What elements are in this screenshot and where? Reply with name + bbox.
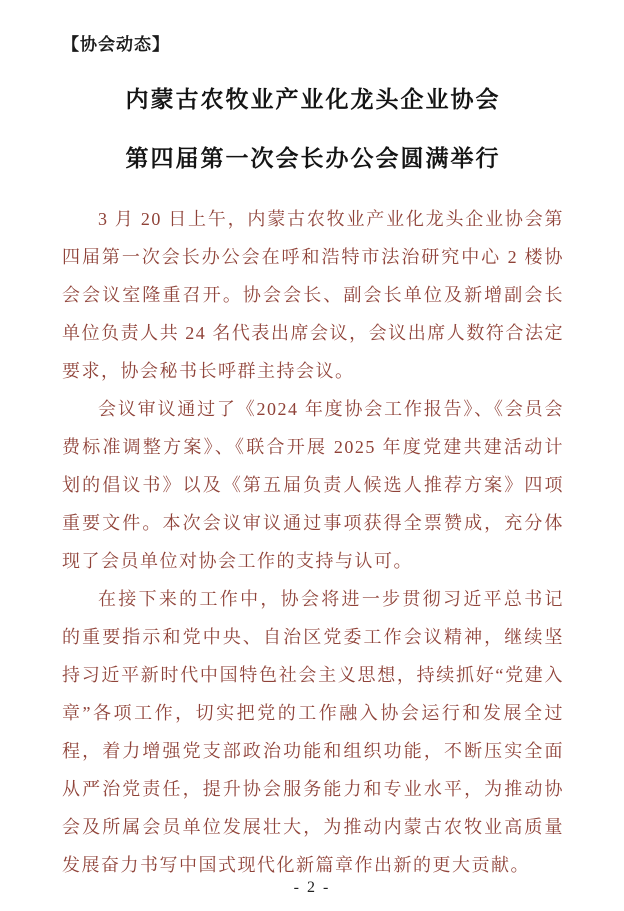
document-title-line-1: 内蒙古农牧业产业化龙头企业协会 [125, 86, 501, 112]
paragraph-3: 在接下来的工作中，协会将进一步贯彻习近平总书记的重要指示和党中央、自治区党委工作会议精神，继续坚持习近平新时代中国特色社会主义思想，持续抓好“党建入章”各项工作，切实把党的工作融入协会运行和发展全过程，着力增强党支部政治功能和组织功能，不断压实全面从严治党责任，提升协会服务能力和专业水平，为推动协会及所属会员单位发展壮大，为推动内蒙古农牧业高质量发展奋力书写中国式现代化新篇章作出新的更大贡献。 [62, 589, 564, 875]
section-tag: 【协会动态】 [62, 35, 170, 54]
paragraph-1: 3 月 20 日上午，内蒙古农牧业产业化龙头企业协会第四届第一次会长办公会在呼和浩特市法治研究中心 2 楼协会会议室隆重召开。协会会长、副会长单位及新增副会长单位负责人共 24 名代表出席会议，会议出席人数符合法定要求，协会秘书长呼群主持会议。 [62, 209, 564, 381]
page-number: - 2 - [293, 879, 331, 896]
paragraph-2: 会议审议通过了《2024 年度协会工作报告》、《会员会费标准调整方案》、《联合开展 2025 年度党建共建活动计划的倡议书》以及《第五届负责人候选人推荐方案》四项重要文件。本次会议审议通过事项获得全票赞成，充分体现了会员单位对协会工作的支持与认可。 [62, 399, 564, 571]
article-body [62, 200, 564, 884]
document-title-line-2: 第四届第一次会长办公会圆满举行 [125, 145, 501, 171]
